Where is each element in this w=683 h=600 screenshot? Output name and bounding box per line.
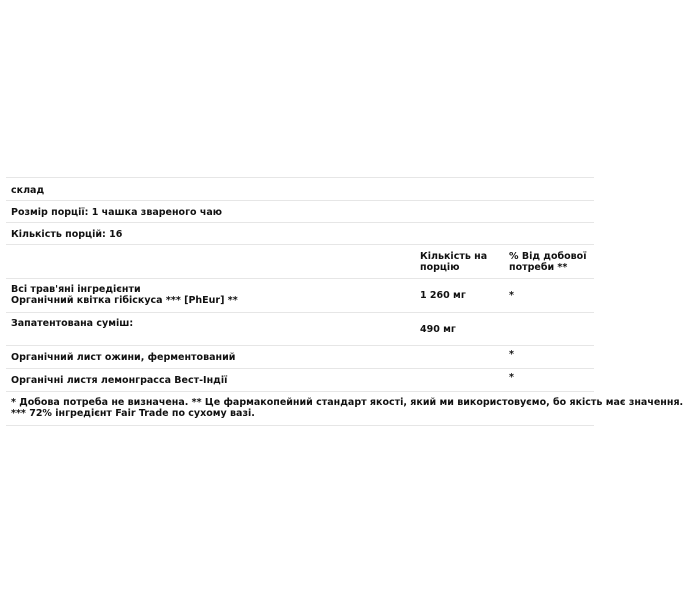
table-title: склад — [11, 185, 45, 196]
amount-header-line2: порцію — [420, 262, 460, 273]
ingredient-name-line1: Всі трав'яні інгредієнти — [11, 284, 141, 295]
ingredient-dv: * — [509, 290, 514, 301]
ingredient-name — [11, 284, 238, 306]
ingredient-name: Органічні листя лемонграсса Вест-Індії — [11, 375, 228, 386]
footnote-line2: *** 72% інгредієнт Fair Trade по сухому вазі. — [11, 408, 255, 419]
footnotes-row — [6, 392, 683, 426]
footnotes — [11, 397, 683, 419]
ingredient-dv: * — [509, 372, 514, 383]
table-row-lemongrass-leaf — [6, 369, 594, 392]
amount-header-line1: Кількість на — [420, 251, 488, 262]
ingredient-name: Запатентована суміш: — [11, 318, 134, 329]
serving-size-row — [6, 201, 594, 223]
ingredient-amount: 1 260 мг — [420, 290, 466, 301]
footnote-line1: * Добова потреба не визначена. ** Це фармакопейний стандарт якості, який ми використовуємо, бо якість має значення. — [11, 397, 683, 408]
servings-count-row — [6, 223, 594, 245]
daily-value-header — [509, 251, 586, 273]
supplement-facts-table — [6, 177, 683, 426]
table-row-proprietary-blend — [6, 313, 594, 346]
ingredient-dv: * — [509, 349, 514, 360]
servings-count: Кількість порцій: 16 — [11, 229, 123, 240]
dv-header-line1: % Від добової — [509, 251, 587, 262]
column-header-row — [6, 245, 594, 279]
dv-header-line2: потреби ** — [509, 262, 568, 273]
ingredient-name-line2: Органічний квітка гібіскуса *** [PhEur] ** — [11, 295, 238, 306]
ingredient-name: Органічний лист ожини, ферментований — [11, 352, 236, 363]
ingredient-amount: 490 мг — [420, 324, 456, 335]
serving-size: Розмір порції: 1 чашка звареного чаю — [11, 207, 223, 218]
table-row-total-herbal — [6, 279, 594, 313]
amount-per-serving-header — [420, 251, 487, 273]
table-row-blackberry-leaf — [6, 346, 594, 369]
table-title-row — [6, 178, 594, 201]
